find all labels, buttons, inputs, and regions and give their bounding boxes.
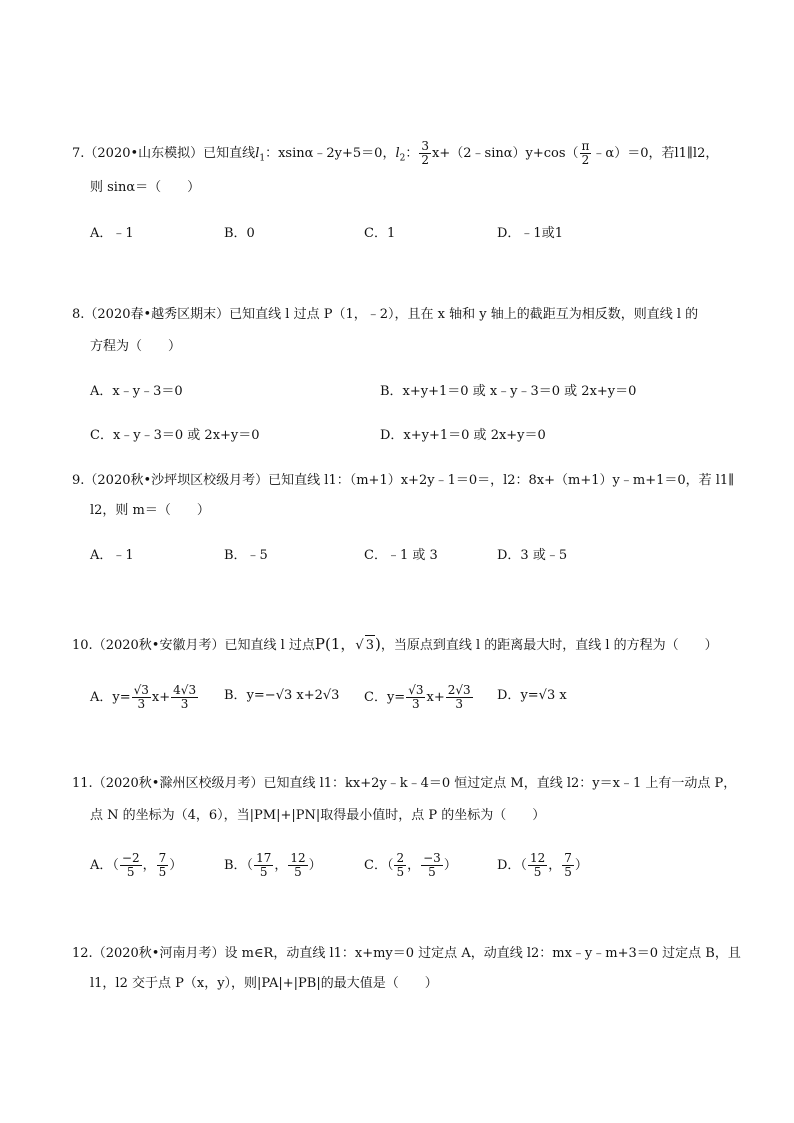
- option-b[interactable]: B．y=−√3 x+2√3: [224, 688, 340, 703]
- option-a[interactable]: A．﹣1: [90, 548, 134, 563]
- question-source: （2020秋•滁州区校级月考）: [92, 776, 264, 791]
- option-a[interactable]: A．（ $\frac{-2}{5}$ ， $\frac{7}{5}$ ）: [90, 851, 183, 879]
- question-11-line2: 点 N 的坐标为（4，6），当|PM|+|PN|取得最小值时，点 P 的坐标为（ ）: [90, 808, 546, 823]
- option-c[interactable]: C．x﹣y﹣3＝0 或 2x+y＝0: [90, 428, 260, 443]
- question-number: 11.: [72, 776, 93, 791]
- option-d[interactable]: D．﹣1或1: [497, 226, 563, 241]
- question-source: （2020秋•河南月考）: [92, 946, 225, 961]
- option-b[interactable]: B．﹣5: [224, 548, 268, 563]
- option-d[interactable]: D．（ $\frac{12}{5}$ ， $\frac{7}{5}$ ）: [497, 851, 588, 879]
- question-source: （2020秋•沙坪坝区校级月考）: [84, 473, 269, 488]
- question-8-line2: 方程为（ ）: [90, 339, 182, 354]
- option-d[interactable]: D．y=√3 x: [497, 688, 567, 703]
- question-9-line1: 9.（2020秋•沙坪坝区校级月考）已知直线 l1：（m+1）x+2y﹣1＝0＝，l2：8x+（m+1）y﹣m+1＝0，若 l1∥: [72, 473, 735, 488]
- question-source: （2020•山东模拟）: [84, 146, 204, 161]
- question-10-line1: 10.（2020秋•安徽月考）已知直线 l 过点P(1，√ 3)，当原点到直线 l 的距离最大时，直线 l 的方程为（ ）: [72, 634, 718, 656]
- option-b[interactable]: B．0: [224, 226, 255, 241]
- question-12-line2: l1，l2 交于点 P（x，y），则|PA|+|PB|的最大值是（ ）: [90, 976, 438, 991]
- question-number: 9.: [72, 473, 85, 488]
- option-a[interactable]: A．x﹣y﹣3＝0: [90, 384, 183, 399]
- option-c[interactable]: C．1: [364, 226, 396, 241]
- question-12-line1: 12.（2020秋•河南月考）设 m∈R，动直线 l1：x+my＝0 过定点 A，动直线 l2：mx﹣y﹣m+3＝0 过定点 B，且: [72, 946, 741, 961]
- question-source: （2020秋•安徽月考）: [92, 638, 225, 653]
- option-c[interactable]: C．﹣1 或 3: [364, 548, 438, 563]
- question-number: 7.: [72, 146, 85, 161]
- question-11-line1: 11.（2020秋•滁州区校级月考）已知直线 l1：kx+2y﹣k﹣4＝0 恒过定点 M，直线 l2：y＝x﹣1 上有一动点 P，: [72, 776, 737, 791]
- option-b[interactable]: B．x+y+1＝0 或 x﹣y﹣3＝0 或 2x+y＝0: [380, 384, 637, 399]
- option-c[interactable]: C．（ $\frac{2}{5}$ ， $\frac{-3}{5}$ ）: [364, 851, 457, 879]
- question-7-line2: 则 sinα＝（ ）: [90, 180, 201, 195]
- question-7-line1: 7.（2020•山东模拟）已知直线$l_1$：xsinα﹣2y+5＝0，$l_2$： $\frac{3}{2}$ x+（2﹣sinα）y+cos（ $\frac{\pi}{2}$ ﹣α）＝0，若l1∥l2，: [72, 139, 719, 167]
- option-a[interactable]: A．y= $\frac{√3}{3}$ x+ $\frac{4√3}{3}$: [90, 683, 197, 711]
- option-b[interactable]: B．（ $\frac{17}{5}$ ， $\frac{12}{5}$ ）: [224, 851, 322, 879]
- option-d[interactable]: D．x+y+1＝0 或 2x+y＝0: [380, 428, 546, 443]
- question-number: 8.: [72, 307, 85, 322]
- option-d[interactable]: D．3 或﹣5: [497, 548, 568, 563]
- sqrt-icon: √: [355, 638, 364, 653]
- question-number: 10.: [72, 638, 93, 653]
- question-number: 12.: [72, 946, 93, 961]
- option-a[interactable]: A．﹣1: [90, 226, 134, 241]
- fraction-3-over-2: $\frac{3}{2}$: [421, 139, 430, 167]
- option-c[interactable]: C．y= $\frac{√3}{3}$ x+ $\frac{2√3}{3}$: [364, 683, 471, 711]
- fraction-pi-over-2: $\frac{\pi}{2}$: [581, 139, 590, 167]
- question-9-line2: l2，则 m＝（ ）: [90, 503, 210, 518]
- question-8-line1: 8.（2020春•越秀区期末）已知直线 l 过点 P（1，﹣2），且在 x 轴和 y 轴上的截距互为相反数，则直线 l 的: [72, 307, 699, 322]
- question-source: （2020春•越秀区期末）: [84, 307, 230, 322]
